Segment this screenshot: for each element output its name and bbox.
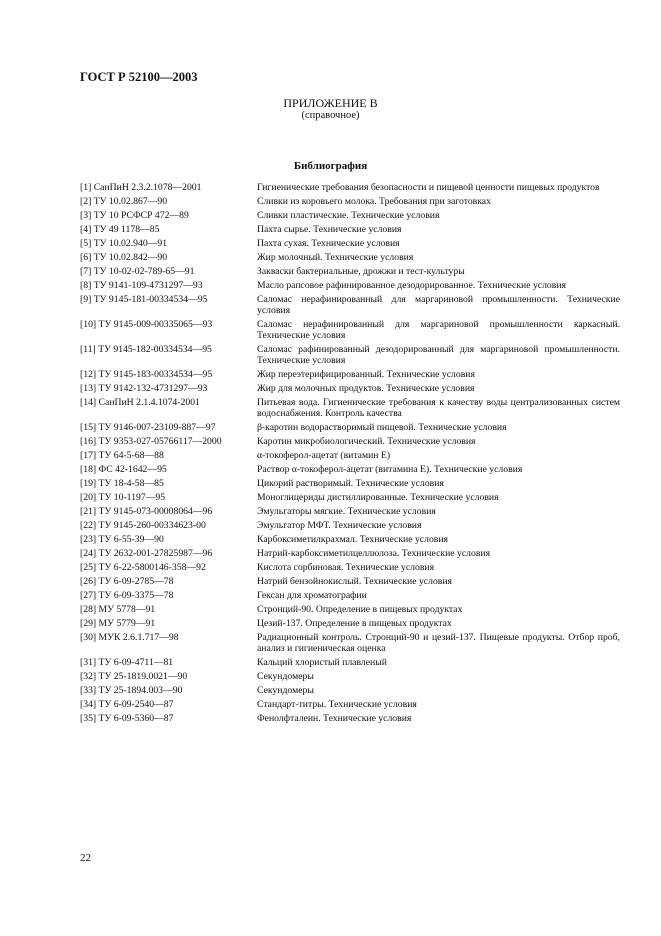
bibliography-entry-title: Саломас нерафинированный для маргариновой промышленности. Технические условия xyxy=(257,294,620,316)
bibliography-entry xyxy=(80,294,620,319)
bibliography-entry-reference: [11] ТУ 9145-182-00334534—95 xyxy=(80,344,212,355)
bibliography-entry xyxy=(80,590,620,604)
bibliography-entry xyxy=(80,604,620,618)
bibliography-entry-title: Пахта сырье. Технические условия xyxy=(257,224,402,235)
bibliography-entry xyxy=(80,671,620,685)
bibliography-entry-title: Цикорий растворимый. Технические условия xyxy=(257,478,444,489)
bibliography-entry-title: Масло рапсовое рафинированное дезодорированное. Технические условия xyxy=(257,280,566,291)
bibliography-entry xyxy=(80,182,620,196)
bibliography-entry-reference: [8] ТУ 9141-109-4731297—93 xyxy=(80,280,203,291)
bibliography-entry-reference: [21] ТУ 9145-073-00008064—96 xyxy=(80,506,213,517)
bibliography-entry xyxy=(80,576,620,590)
bibliography-entry-reference: [1] СанПиН 2.3.2.1078—2001 xyxy=(80,182,202,193)
bibliography-entry xyxy=(80,699,620,713)
appendix-title: ПРИЛОЖЕНИЕ В xyxy=(283,96,378,110)
bibliography-table xyxy=(80,182,620,727)
bibliography-entry-title: Секундомеры xyxy=(257,685,314,696)
bibliography-entry-reference: [10] ТУ 9145-009-00335065—93 xyxy=(80,319,213,330)
bibliography-entry xyxy=(80,618,620,632)
bibliography-entry xyxy=(80,383,620,397)
bibliography-entry-reference: [27] ТУ 6-09-3375—78 xyxy=(80,590,174,601)
bibliography-entry-reference: [34] ТУ 6-09-2540—87 xyxy=(80,699,174,710)
page-number: 22 xyxy=(80,852,91,864)
bibliography-entry-title: Натрий-карбоксиметилцеллюлоза. Технические условия xyxy=(257,548,491,559)
bibliography-entry-reference: [2] ТУ 10.02.867—90 xyxy=(80,196,168,207)
bibliography-entry-reference: [30] МУК 2.6.1.717—98 xyxy=(80,632,179,643)
bibliography-entry-reference: [32] ТУ 25-1819.0021—90 xyxy=(80,671,188,682)
bibliography-entry xyxy=(80,685,620,699)
bibliography-entry-title: β-каротин водорастворимый пищевой. Технические условия xyxy=(257,422,507,433)
bibliography-entry-reference: [33] ТУ 25-1894.003—90 xyxy=(80,685,183,696)
bibliography-entry xyxy=(80,266,620,280)
bibliography-entry-reference: [4] ТУ 49 1178—85 xyxy=(80,224,160,235)
bibliography-entry-reference: [13] ТУ 9142-132-4731297—93 xyxy=(80,383,208,394)
bibliography-entry-title: Каротин микробиологический. Технические условия xyxy=(257,436,476,447)
bibliography-entry-reference: [20] ТУ 10-1197—95 xyxy=(80,492,166,503)
bibliography-entry-title: α-токоферол-ацетат (витамин Е) xyxy=(257,450,391,461)
bibliography-entry xyxy=(80,657,620,671)
bibliography-entry-reference: [17] ТУ 64-5-68—88 xyxy=(80,450,164,461)
bibliography-entry xyxy=(80,632,620,657)
bibliography-entry-reference: [15] ТУ 9146-007-23109-887—97 xyxy=(80,422,216,433)
bibliography-entry-reference: [19] ТУ 18-4-58—85 xyxy=(80,478,164,489)
bibliography-entry-reference: [16] ТУ 9353-027-05766117—2000 xyxy=(80,436,222,447)
bibliography-entry xyxy=(80,344,620,369)
bibliography-heading: Библиография xyxy=(293,160,368,172)
bibliography-entry-title: Стронций-90. Определение в пищевых продуктах xyxy=(257,604,463,615)
appendix-subtitle: (справочное) xyxy=(301,110,360,121)
bibliography-entry xyxy=(80,224,620,238)
bibliography-entry-reference: [9] ТУ 9145-181-00334534—95 xyxy=(80,294,208,305)
bibliography-entry-title: Стандарт-титры. Технические условия xyxy=(257,699,417,710)
bibliography-entry-title: Сливки из коровьего молока. Требования при заготовках xyxy=(257,196,491,207)
bibliography-entry xyxy=(80,422,620,436)
bibliography-entry-title: Натрий бензойнокислый. Технические условия xyxy=(257,576,452,587)
bibliography-entry-title: Радиационный контроль. Стронций-90 и цезий-137. Пищевые продукты. Отбор проб, анализ и гигиеническая оценка xyxy=(257,632,620,654)
bibliography-entry-title: Моноглицериды дистиллированные. Технические условия xyxy=(257,492,499,503)
bibliography-entry-title: Питьевая вода. Гигиенические требования к качеству воды централизованных систем водоснабжения. Контроль качества xyxy=(257,397,620,419)
bibliography-entry xyxy=(80,478,620,492)
bibliography-entry-reference: [6] ТУ 10.02.842—90 xyxy=(80,252,168,263)
bibliography-entry-title: Жир для молочных продуктов. Технические условия xyxy=(257,383,475,394)
bibliography-entry-title: Сливки пластические. Технические условия xyxy=(257,210,440,221)
bibliography-entry xyxy=(80,450,620,464)
bibliography-entry-title: Саломас рафинированный дезодорированный для маргариновой промышленности. Технические условия xyxy=(257,344,620,366)
bibliography-entry-reference: [25] ТУ 6-22-5800146-358—92 xyxy=(80,562,206,573)
bibliography-entry-reference: [5] ТУ 10.02.940—91 xyxy=(80,238,168,249)
bibliography-entry-title: Жир молочный. Технические условия xyxy=(257,252,414,263)
bibliography-entry xyxy=(80,436,620,450)
bibliography-entry-reference: [24] ТУ 2632-001-27825987—96 xyxy=(80,548,213,559)
bibliography-entry-title: Фенолфталеин. Технические условия xyxy=(257,713,412,724)
bibliography-entry-reference: [7] ТУ 10-02-02-789-65—91 xyxy=(80,266,195,277)
bibliography-entry xyxy=(80,210,620,224)
bibliography-entry-reference: [3] ТУ 10 РСФСР 472—89 xyxy=(80,210,189,221)
bibliography-entry-title: Цезий-137. Определение в пищевых продуктах xyxy=(257,618,452,629)
bibliography-entry-title: Эмульгаторы мягкие. Технические условия xyxy=(257,506,436,517)
document-code: ГОСТ Р 52100—2003 xyxy=(80,70,198,84)
bibliography-entry xyxy=(80,534,620,548)
bibliography-entry-title: Кислота сорбиновая. Технические условия xyxy=(257,562,435,573)
bibliography-entry xyxy=(80,520,620,534)
bibliography-entry-title: Эмульгатор МФТ. Технические условия xyxy=(257,520,422,531)
bibliography-entry xyxy=(80,238,620,252)
bibliography-entry-title: Жир переэтерифицированный. Технические условия xyxy=(257,369,475,380)
bibliography-entry xyxy=(80,252,620,266)
bibliography-entry-reference: [29] МУ 5779—91 xyxy=(80,618,156,629)
bibliography-entry xyxy=(80,562,620,576)
bibliography-entry xyxy=(80,506,620,520)
bibliography-entry-title: Кальций хлористый плавленый xyxy=(257,657,387,668)
bibliography-entry-reference: [28] МУ 5778—91 xyxy=(80,604,156,615)
bibliography-entry-reference: [26] ТУ 6-09-2785—78 xyxy=(80,576,174,587)
bibliography-entry-reference: [31] ТУ 6-09-4711—81 xyxy=(80,657,174,668)
bibliography-entry-title: Гигиенические требования безопасности и пищевой ценности пищевых продуктов xyxy=(257,182,600,193)
bibliography-entry xyxy=(80,369,620,383)
bibliography-entry-reference: [23] ТУ 6-55-39—90 xyxy=(80,534,164,545)
bibliography-entry xyxy=(80,464,620,478)
bibliography-entry-title: Саломас нерафинированный для маргариновой промышленности каркасный. Технические условия xyxy=(257,319,620,341)
bibliography-entry-title: Карбоксиметилкрахмал. Технические условия xyxy=(257,534,448,545)
bibliography-entry-title: Пахта сухая. Технические условия xyxy=(257,238,400,249)
bibliography-entry-reference: [22] ТУ 9145-260-00334623-00 xyxy=(80,520,206,531)
bibliography-entry-title: Гексан для хроматографии xyxy=(257,590,367,601)
bibliography-entry-reference: [18] ФС 42-1642—95 xyxy=(80,464,167,475)
bibliography-entry xyxy=(80,280,620,294)
bibliography-entry xyxy=(80,492,620,506)
bibliography-entry xyxy=(80,548,620,562)
bibliography-entry xyxy=(80,397,620,422)
bibliography-entry xyxy=(80,319,620,344)
bibliography-entry-reference: [12] ТУ 9145-183-00334534—95 xyxy=(80,369,213,380)
bibliography-entry-title: Секундомеры xyxy=(257,671,314,682)
bibliography-entry xyxy=(80,713,620,727)
bibliography-entry-title: Раствор α-токоферол-ацетат (витамина Е). Технические условия xyxy=(257,464,523,475)
bibliography-entry-reference: [14] СанПиН 2.1.4.1074-2001 xyxy=(80,397,200,408)
bibliography-entry-reference: [35] ТУ 6-09-5360—87 xyxy=(80,713,174,724)
bibliography-entry xyxy=(80,196,620,210)
bibliography-entry-title: Закваски бактериальные, дрожжи и тест-культуры xyxy=(257,266,465,277)
bibliography-list xyxy=(80,182,620,727)
